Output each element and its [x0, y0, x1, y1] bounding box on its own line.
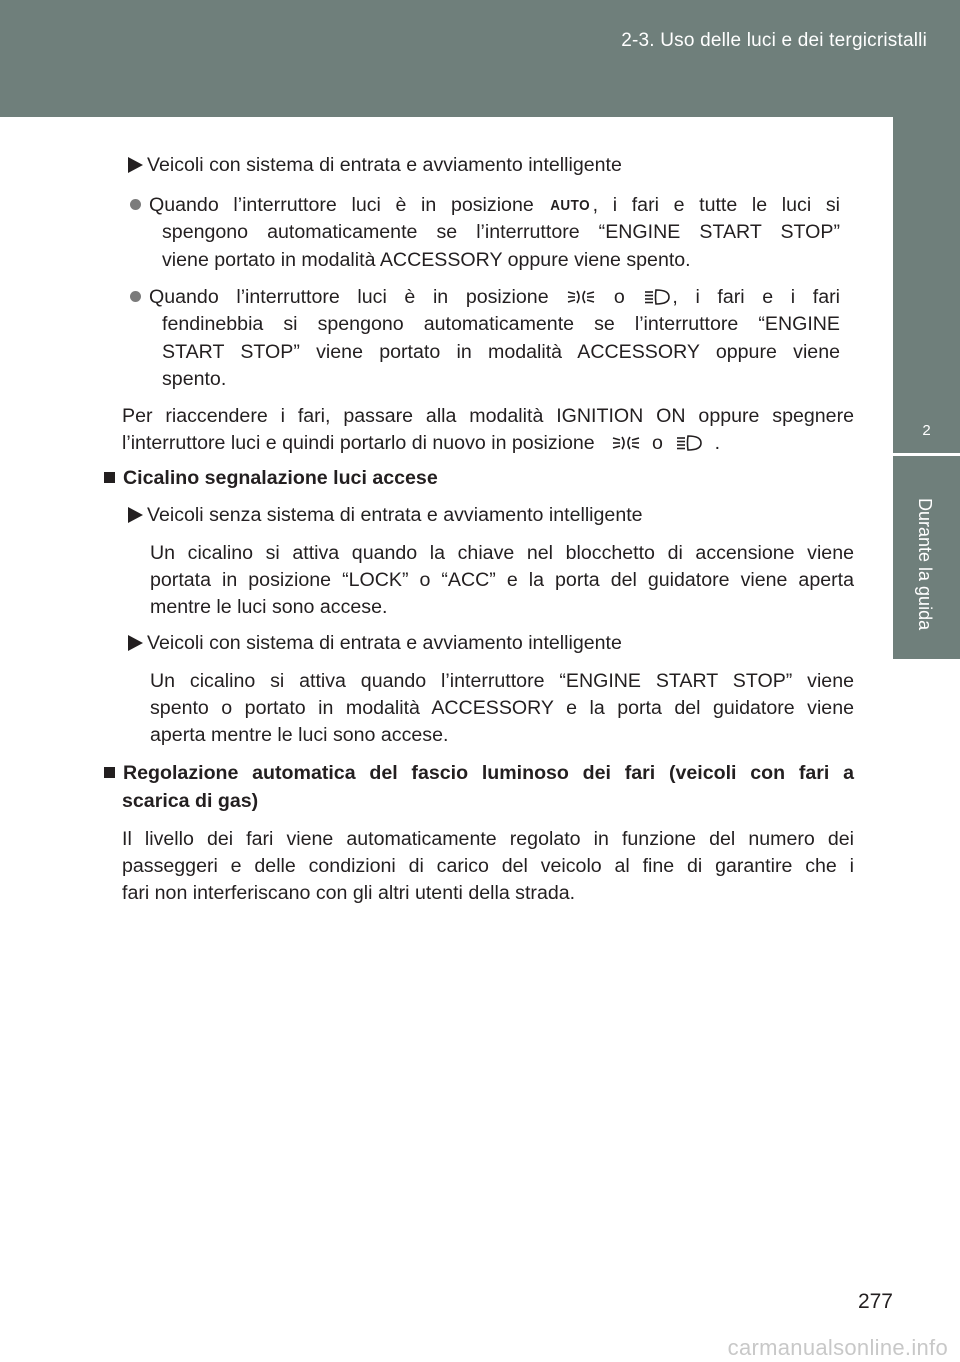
bullet2-line3: START STOP” viene portato in modalità ACCESSORY oppure viene [162, 341, 840, 363]
headlight-icon [642, 287, 672, 307]
section1-text-a-line3: mentre le luci sono accese. [150, 596, 388, 618]
triangle-bullet-icon [128, 157, 143, 173]
chapter-label: Durante la guida [915, 498, 935, 631]
bullet1-line1: Quando l’interruttore luci è in posizione AUTO , i fari e tutte le luci si [130, 192, 840, 220]
section1-text-a-line1: Un cicalino si attiva quando la chiave nel blocchetto di accensione viene [150, 542, 854, 564]
auto-position-icon: AUTO [550, 197, 591, 214]
chapter-divider [893, 453, 960, 456]
sub-heading-smart-entry: Veicoli con sistema di entrata e avviamento intelligente [128, 152, 622, 180]
section-heading-auto-leveling-line2: scarica di gas) [122, 790, 259, 812]
section-heading-auto-leveling: Regolazione automatica del fascio luminoso dei fari (veicoli con fari a [104, 760, 854, 788]
para1-line1: Per riaccendere i fari, passare alla modalità IGNITION ON oppure spegnere [122, 405, 854, 427]
bullet1-line2: spengono automaticamente se l’interruttore “ENGINE START STOP” [162, 221, 840, 243]
para1-line2: l’interruttore luci e quindi portarlo di nuovo in posizione o . [122, 432, 721, 454]
circle-bullet-icon [130, 199, 141, 210]
square-bullet-icon [104, 472, 115, 483]
section1-text-a-line2: portata in posizione “LOCK” o “ACC” e la porta del guidatore viene aperta [150, 569, 854, 591]
section2-text-line2: passeggeri e delle condizioni di carico del veicolo al fine di garantire che i [122, 855, 854, 877]
section-title: 2-3. Uso delle luci e dei tergicristalli [621, 30, 927, 51]
bullet1-line3: viene portato in modalità ACCESSORY oppure viene spento. [162, 249, 691, 271]
bullet2-line4: spento. [162, 368, 227, 390]
page-number: 277 [857, 1290, 893, 1313]
section1-text-b-line3: aperta mentre le luci sono accese. [150, 724, 449, 746]
bullet2-line2: fendinebbia si spengono automaticamente se l’interruttore “ENGINE [162, 313, 840, 335]
headlight-icon [674, 433, 704, 453]
parking-light-icon [611, 433, 641, 453]
sub-heading-no-smart-entry: Veicoli senza sistema di entrata e avviamento intelligente [128, 502, 643, 530]
section1-text-b-line1: Un cicalino si attiva quando l’interruttore “ENGINE START STOP” viene [150, 670, 854, 692]
triangle-bullet-icon [128, 635, 143, 651]
section-heading-light-buzzer: Cicalino segnalazione luci accese [104, 465, 438, 493]
parking-light-icon [566, 287, 596, 307]
square-bullet-icon [104, 767, 115, 778]
chapter-side-tab [893, 117, 960, 659]
page-header [0, 0, 960, 117]
section2-text-line3: fari non interferiscano con gli altri utenti della strada. [122, 882, 576, 904]
watermark: carmanualsonline.info [727, 1335, 948, 1360]
chapter-number: 2 [922, 422, 931, 439]
sub-heading-smart-entry-2: Veicoli con sistema di entrata e avviamento intelligente [128, 630, 622, 658]
triangle-bullet-icon [128, 507, 143, 523]
bullet2-line1: Quando l’interruttore luci è in posizione o , i fari e i fari [130, 284, 840, 312]
circle-bullet-icon [130, 291, 141, 302]
section2-text-line1: Il livello dei fari viene automaticamente regolato in funzione del numero dei [122, 828, 854, 850]
section1-text-b-line2: spento o portato in modalità ACCESSORY e la porta del guidatore viene [150, 697, 854, 719]
